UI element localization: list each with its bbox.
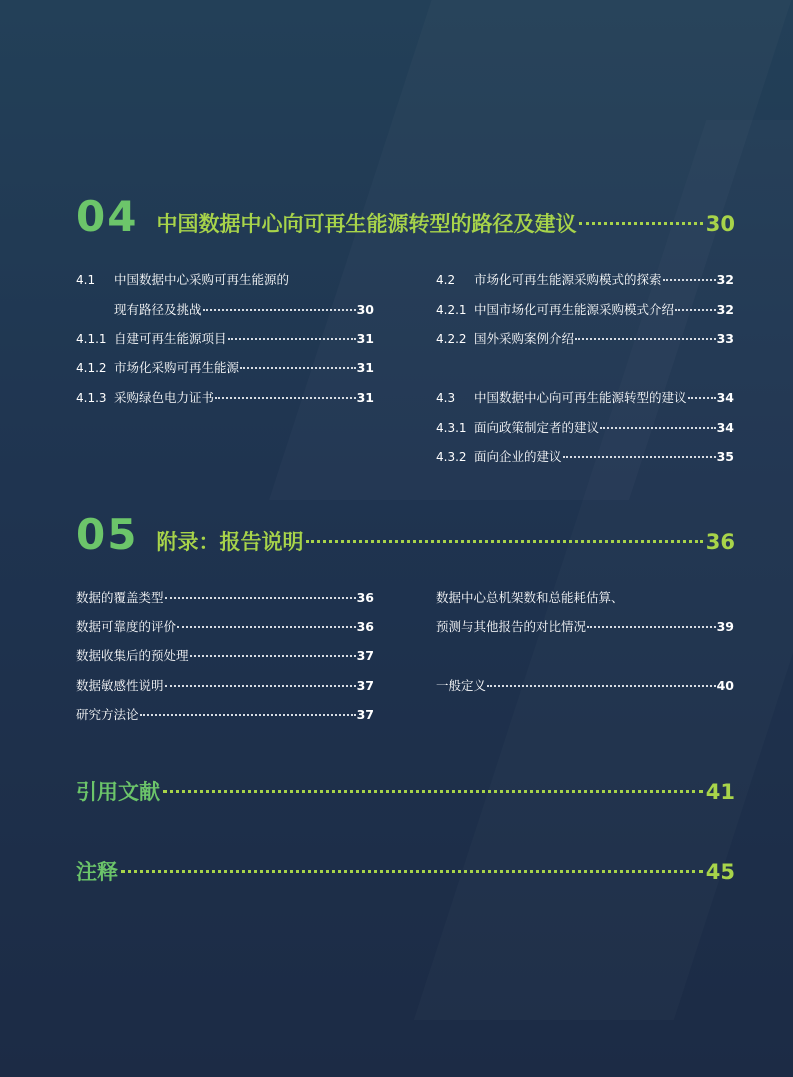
entry-title: 中国市场化可再生能源采购模式介绍 xyxy=(474,302,675,317)
dot-leader xyxy=(215,397,356,399)
dot-leader xyxy=(675,309,716,311)
page-number: 40 xyxy=(716,678,734,693)
page-number: 34 xyxy=(716,390,734,405)
dot-leader xyxy=(121,870,703,873)
dot-leader xyxy=(240,367,356,369)
entry-number: 4.1.2 xyxy=(76,361,107,375)
toc-entry[interactable] xyxy=(436,270,734,288)
page-number: 30 xyxy=(356,302,374,317)
entry-number: 4.2.1 xyxy=(436,303,467,317)
entry-number: 4.2.2 xyxy=(436,332,467,346)
toc-entry[interactable] xyxy=(436,388,734,406)
toc-entry[interactable] xyxy=(76,270,374,288)
entry-title: 数据的覆盖类型 xyxy=(76,590,164,605)
page-number: 37 xyxy=(356,678,374,693)
toc-entry[interactable] xyxy=(76,358,374,376)
page-number: 36 xyxy=(705,530,735,554)
entry-title: 研究方法论 xyxy=(76,707,139,722)
entry-title: 面向企业的建议 xyxy=(474,449,562,464)
entry-title: 引用文献 xyxy=(76,780,160,804)
page-number: 34 xyxy=(716,420,734,435)
entry-title: 数据敏感性说明 xyxy=(76,678,164,693)
references-entry[interactable] xyxy=(76,776,735,806)
entry-title: 现有路径及挑战 xyxy=(114,302,202,317)
page-number: 36 xyxy=(356,590,374,605)
dot-leader xyxy=(487,685,716,687)
dot-leader xyxy=(190,655,356,657)
entry-title: 数据中心总机架数和总能耗估算、 xyxy=(436,590,624,605)
toc-entry[interactable] xyxy=(436,300,734,318)
page-number: 31 xyxy=(356,331,374,346)
entry-title: 市场化采购可再生能源 xyxy=(114,360,240,375)
section-number: 05 xyxy=(76,510,139,559)
toc-entry[interactable] xyxy=(436,617,734,635)
entry-number: 4.1.3 xyxy=(76,391,107,405)
page-number: 31 xyxy=(356,390,374,405)
toc-entry[interactable] xyxy=(436,676,734,694)
section-04-heading[interactable] xyxy=(76,192,735,241)
toc-entry[interactable] xyxy=(76,300,374,318)
toc-entry[interactable] xyxy=(76,646,374,664)
toc-entry[interactable] xyxy=(76,588,374,606)
notes-entry[interactable] xyxy=(76,856,735,886)
dot-leader xyxy=(177,626,356,628)
page-number: 35 xyxy=(716,449,734,464)
entry-title: 中国数据中心采购可再生能源的 xyxy=(114,272,290,287)
dot-leader xyxy=(163,790,703,793)
page-number: 36 xyxy=(356,619,374,634)
toc-entry[interactable] xyxy=(436,447,734,465)
dot-leader xyxy=(140,714,356,716)
entry-title: 采购绿色电力证书 xyxy=(114,390,215,405)
entry-number: 4.1 xyxy=(76,273,96,287)
entry-title: 自建可再生能源项目 xyxy=(114,331,227,346)
page-number: 37 xyxy=(356,707,374,722)
page-number: 31 xyxy=(356,360,374,375)
entry-title: 一般定义 xyxy=(436,678,487,693)
page-number: 33 xyxy=(716,331,734,346)
toc-entry[interactable] xyxy=(436,588,734,606)
toc-entry[interactable] xyxy=(436,418,734,436)
dot-leader xyxy=(663,279,716,281)
toc-entry[interactable] xyxy=(76,329,374,347)
toc-entry[interactable] xyxy=(76,388,374,406)
page-number: 39 xyxy=(716,619,734,634)
section-number: 04 xyxy=(76,192,139,241)
toc-entry[interactable] xyxy=(76,705,374,723)
dot-leader xyxy=(165,597,356,599)
entry-title: 中国数据中心向可再生能源转型的建议 xyxy=(474,390,687,405)
entry-title: 注释 xyxy=(76,860,118,884)
entry-title: 市场化可再生能源采购模式的探索 xyxy=(474,272,662,287)
entry-number: 4.2 xyxy=(436,273,456,287)
entry-title: 数据收集后的预处理 xyxy=(76,648,189,663)
dot-leader xyxy=(688,397,716,399)
toc-entry[interactable] xyxy=(76,676,374,694)
section-title: 中国数据中心向可再生能源转型的路径及建议 xyxy=(156,212,577,236)
entry-title: 面向政策制定者的建议 xyxy=(474,420,600,435)
entry-number: 4.3 xyxy=(436,391,456,405)
entry-number: 4.1.1 xyxy=(76,332,107,346)
dot-leader xyxy=(306,540,702,543)
toc-entry[interactable] xyxy=(76,617,374,635)
section-title: 附录：报告说明 xyxy=(156,530,304,554)
page-number: 37 xyxy=(356,648,374,663)
section-05-heading[interactable] xyxy=(76,510,735,559)
toc-entry[interactable] xyxy=(436,329,734,347)
dot-leader xyxy=(203,309,356,311)
page-number: 32 xyxy=(716,302,734,317)
dot-leader xyxy=(165,685,356,687)
entry-number: 4.3.2 xyxy=(436,450,467,464)
dot-leader xyxy=(579,222,702,225)
dot-leader xyxy=(587,626,716,628)
entry-number: 4.3.1 xyxy=(436,421,467,435)
page-number: 30 xyxy=(705,212,735,236)
entry-title: 数据可靠度的评价 xyxy=(76,619,177,634)
page-number: 45 xyxy=(705,860,735,884)
dot-leader xyxy=(563,456,716,458)
dot-leader xyxy=(600,427,716,429)
entry-title: 国外采购案例介绍 xyxy=(474,331,575,346)
page-number: 41 xyxy=(705,780,735,804)
entry-title: 预测与其他报告的对比情况 xyxy=(436,619,587,634)
dot-leader xyxy=(575,338,716,340)
dot-leader xyxy=(228,338,356,340)
page-number: 32 xyxy=(716,272,734,287)
